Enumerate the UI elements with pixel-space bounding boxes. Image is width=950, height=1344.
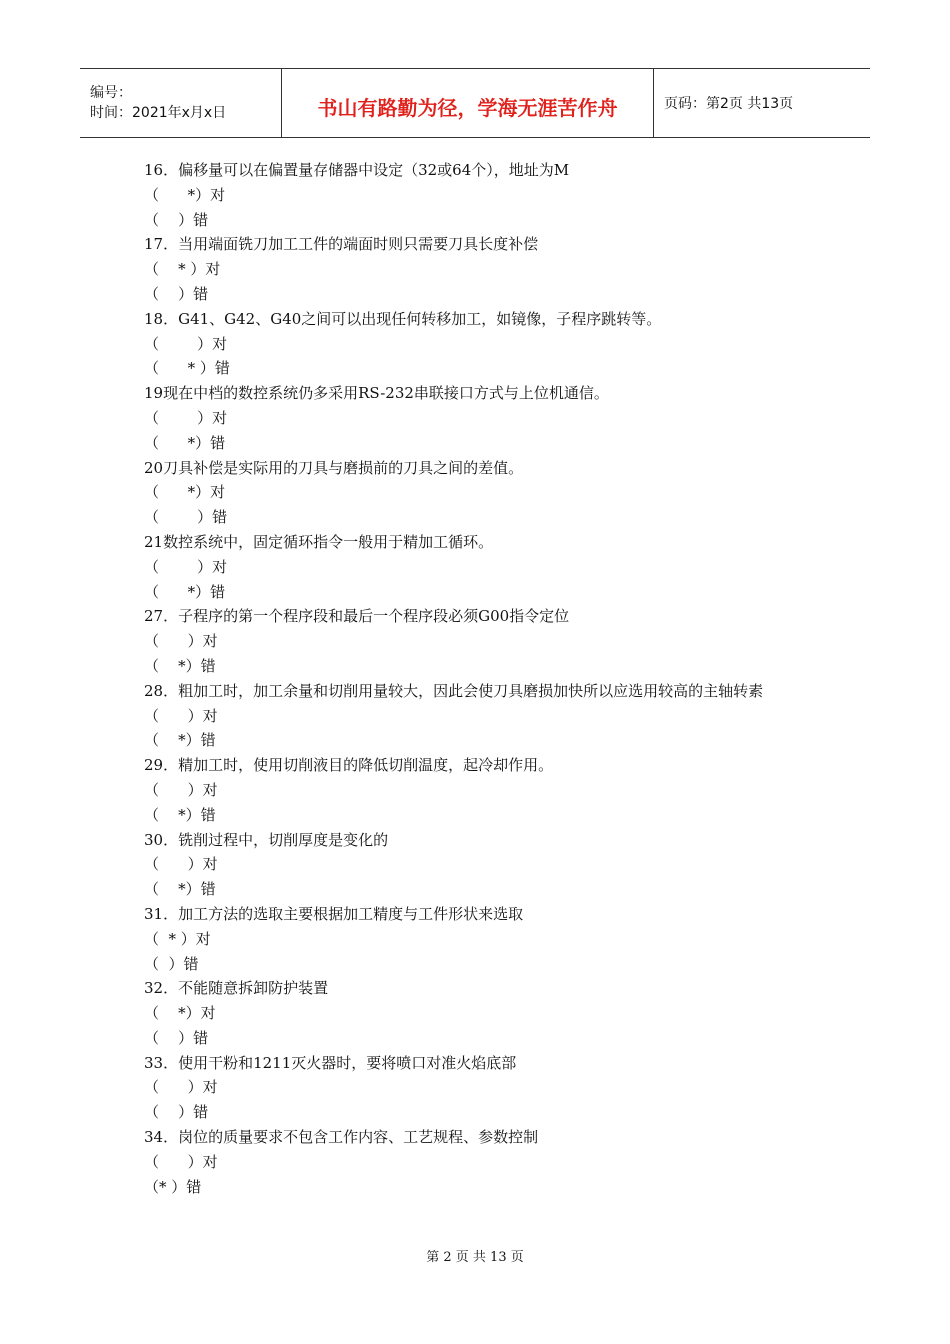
question-text: 16．偏移量可以在偏置量存储器中设定（32或64个），地址为M <box>144 161 570 179</box>
question-item <box>144 1051 824 1125</box>
question-text: 28．粗加工时，加工余量和切削用量较大，因此会使刀具磨损加快所以应选用较高的主轴转素 <box>144 681 764 700</box>
question-item <box>144 381 824 455</box>
question-item <box>144 307 824 381</box>
header-left-cell <box>80 69 282 137</box>
answer-option-true: （ ）对 <box>144 557 228 576</box>
answer-option-true: （ ）对 <box>144 632 218 651</box>
answer-option-false: （ *）错 <box>144 433 226 452</box>
answer-option-true: （ *）对 <box>144 185 226 204</box>
answer-option-false: （ ）错 <box>144 508 228 527</box>
footer-page-number: 第 2 页 共 13 页 <box>426 1250 524 1265</box>
question-text: 20刀具补偿是实际用的刀具与磨损前的刀具之间的差值。 <box>144 458 524 477</box>
page-footer <box>0 1246 950 1265</box>
answer-option-false: （ *）错 <box>144 805 216 824</box>
question-text: 33．使用干粉和1211灭火器时，要将喷口对准火焰底部 <box>144 1053 517 1072</box>
question-text: 27．子程序的第一个程序段和最后一个程序段必须G00指令定位 <box>144 607 570 626</box>
answer-option-false: （ ）错 <box>144 954 199 973</box>
page-header <box>80 68 870 138</box>
answer-option-false: （ ）错 <box>144 1028 209 1047</box>
question-list <box>144 158 824 1199</box>
question-item <box>144 679 824 753</box>
question-text: 32．不能随意拆卸防护装置 <box>144 979 329 998</box>
header-time-label: 时间：2021年x月x日 <box>90 105 227 121</box>
answer-option-true: （ ）对 <box>144 408 228 427</box>
answer-option-false: （ ）错 <box>144 284 209 303</box>
header-motto: 书山有路勤为径，学海无涯苦作舟 <box>317 95 618 120</box>
answer-option-true: （ ）对 <box>144 706 218 725</box>
answer-option-true: （ * ）对 <box>144 260 221 279</box>
header-number-label: 编号： <box>90 85 132 101</box>
answer-option-false: （* ）错 <box>144 1177 202 1196</box>
question-item <box>144 158 824 232</box>
question-item <box>144 604 824 678</box>
question-item <box>144 828 824 902</box>
answer-option-true: （ ）对 <box>144 1152 218 1171</box>
answer-option-false: （ *）错 <box>144 582 226 601</box>
question-text: 21数控系统中，固定循环指令一般用于精加工循环。 <box>144 532 494 551</box>
question-item <box>144 232 824 306</box>
question-text: 29．精加工时，使用切削液目的降低切削温度，起冷却作用。 <box>144 756 554 775</box>
question-item <box>144 530 824 604</box>
question-item <box>144 976 824 1050</box>
answer-option-true: （ *）对 <box>144 483 226 502</box>
answer-option-true: （ ）对 <box>144 1078 218 1097</box>
answer-option-false: （ *）错 <box>144 731 216 750</box>
question-item <box>144 456 824 530</box>
question-item <box>144 902 824 976</box>
answer-option-true: （ * ）对 <box>144 929 211 948</box>
question-item <box>144 1125 824 1199</box>
question-text: 17．当用端面铣刀加工工件的端面时则只需要刀具长度补偿 <box>144 235 539 254</box>
answer-option-true: （ ）对 <box>144 780 218 799</box>
answer-option-false: （ ）错 <box>144 1103 209 1122</box>
header-motto-cell <box>282 69 654 137</box>
question-text: 19现在中档的数控系统仍多采用RS-232串联接口方式与上位机通信。 <box>144 384 609 403</box>
question-item <box>144 753 824 827</box>
answer-option-true: （ *）对 <box>144 1004 216 1023</box>
question-text: 18．G41、G42、G40之间可以出现任何转移加工，如镜像，子程序跳转等。 <box>144 309 662 328</box>
answer-option-true: （ ）对 <box>144 334 228 353</box>
answer-option-false: （ ）错 <box>144 210 209 229</box>
question-text: 30．铣削过程中，切削厚度是变化的 <box>144 830 389 849</box>
question-text: 34．岗位的质量要求不包含工作内容、工艺规程、参数控制 <box>144 1128 539 1147</box>
header-page-label: 页码：第2页 共13页 <box>664 96 794 112</box>
answer-option-false: （ *）错 <box>144 880 216 899</box>
answer-option-false: （ * ）错 <box>144 359 230 378</box>
question-text: 31．加工方法的选取主要根据加工精度与工件形状来选取 <box>144 904 524 923</box>
header-page-cell <box>654 69 870 137</box>
answer-option-true: （ ）对 <box>144 855 218 874</box>
answer-option-false: （ *）错 <box>144 656 216 675</box>
